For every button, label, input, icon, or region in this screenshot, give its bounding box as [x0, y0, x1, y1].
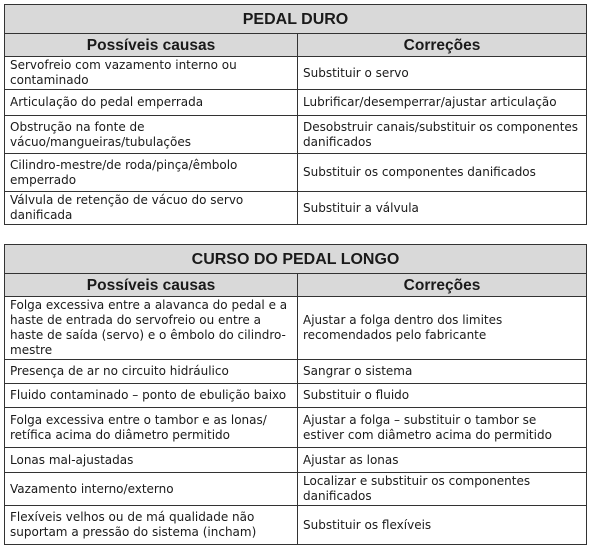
table-row — [5, 408, 587, 448]
table-row — [5, 116, 587, 154]
cause-cell: Válvula de retenção de vácuo do servo danificada — [5, 192, 298, 225]
column-header-corrections: Correções — [298, 274, 587, 297]
cause-cell: Folga excessiva entre o tambor e as lonas/ retífica acima do diâmetro permitido — [5, 408, 298, 448]
correction-cell: Ajustar a folga dentro dos limites recomendados pelo fabricante — [298, 297, 587, 360]
cause-cell: Lonas mal-ajustadas — [5, 448, 298, 473]
correction-cell: Lubrificar/desemperrar/ajustar articulação — [298, 90, 587, 116]
column-header-causes: Possíveis causas — [5, 274, 298, 297]
table-row — [5, 90, 587, 116]
table-row — [5, 154, 587, 192]
cause-cell: Obstrução na fonte de vácuo/mangueiras/tubulações — [5, 116, 298, 154]
correction-cell: Localizar e substituir os componentes danificados — [298, 473, 587, 506]
cause-cell: Flexíveis velhos ou de má qualidade não suportam a pressão do sistema (incham) — [5, 506, 298, 545]
table-row — [5, 384, 587, 408]
cause-cell: Presença de ar no circuito hidráulico — [5, 360, 298, 384]
cause-cell: Folga excessiva entre a alavanca do pedal e a haste de entrada do servofreio ou entre a haste de saída (servo) e o êmbolo do cilindro-mestre — [5, 297, 298, 360]
cause-cell: Servofreio com vazamento interno ou contaminado — [5, 57, 298, 90]
correction-cell: Substituir os componentes danificados — [298, 154, 587, 192]
cause-cell: Fluido contaminado – ponto de ebulição baixo — [5, 384, 298, 408]
table-row — [5, 506, 587, 545]
table-title: PEDAL DURO — [5, 5, 587, 34]
table-row — [5, 473, 587, 506]
correction-cell: Ajustar a folga – substituir o tambor se estiver com diâmetro acima do permitido — [298, 408, 587, 448]
table-pedal-duro — [4, 4, 587, 225]
correction-cell: Sangrar o sistema — [298, 360, 587, 384]
correction-cell: Substituir o servo — [298, 57, 587, 90]
cause-cell: Vazamento interno/externo — [5, 473, 298, 506]
table-row — [5, 192, 587, 225]
table-row — [5, 360, 587, 384]
cause-cell: Articulação do pedal emperrada — [5, 90, 298, 116]
cause-cell: Cilindro-mestre/de roda/pinça/êmbolo emperrado — [5, 154, 298, 192]
table-row — [5, 57, 587, 90]
correction-cell: Desobstruir canais/substituir os componentes danificados — [298, 116, 587, 154]
table-curso-pedal-longo — [4, 244, 587, 545]
correction-cell: Ajustar as lonas — [298, 448, 587, 473]
correction-cell: Substituir os flexíveis — [298, 506, 587, 545]
table-title: CURSO DO PEDAL LONGO — [5, 245, 587, 274]
table-row — [5, 448, 587, 473]
column-header-causes: Possíveis causas — [5, 34, 298, 57]
table-row — [5, 297, 587, 360]
column-header-corrections: Correções — [298, 34, 587, 57]
correction-cell: Substituir a válvula — [298, 192, 587, 225]
correction-cell: Substituir o fluido — [298, 384, 587, 408]
